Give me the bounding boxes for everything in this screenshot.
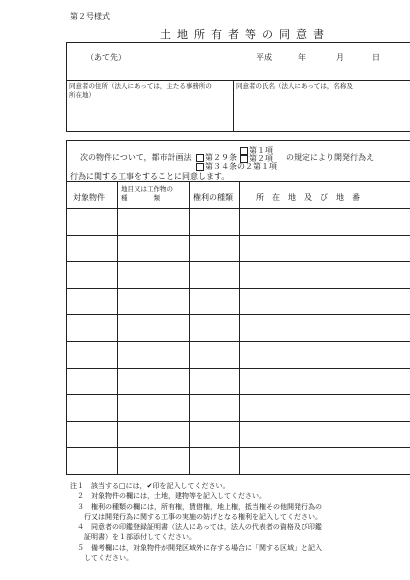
notes-block [70, 481, 322, 563]
art34-checkbox[interactable] [196, 163, 204, 171]
statement-line2: 行為に関する工事をすることに同意します。 [70, 172, 230, 181]
address-label-block [69, 82, 212, 100]
note-line: ２ 対象物件の欄には，土地，建物等を記入してください。 [70, 492, 266, 501]
consenter-vdivider [233, 80, 234, 132]
note-line: ５ 備考欄には，対象物件が開発区域外に存する場合に「関する区域」と記入 [70, 543, 322, 552]
name-note: （法人にあっては，名称及 [275, 82, 353, 90]
date-year: 年 [298, 53, 306, 62]
table-column-line [239, 181, 240, 475]
name-label: 同意者の氏名 [236, 82, 275, 90]
note-line: 証明書）を１部添付してください。 [70, 533, 196, 542]
header-land-category: 地目又は工作物の 種 類 [121, 185, 173, 202]
para1-option: 第１項 [240, 145, 273, 156]
page-title: 土地所有者等の同意書 [160, 28, 330, 41]
note-line: ３ 権利の種類の欄には，所有権，賃借権，地上権，抵当権その他開発行為の [70, 502, 322, 511]
date-day: 日 [372, 53, 380, 62]
statement-prefix: 次の物件について，都市計画法 [80, 153, 192, 162]
note-line: 注１ 該当する□には，✔印を記入してください。 [70, 482, 230, 490]
note-line: してください。 [70, 554, 133, 563]
header-right-type: 権利の種類 [193, 193, 233, 202]
consenter-divider [66, 80, 410, 81]
date-month: 月 [336, 53, 344, 62]
note-line: 行又は開発行為に関する工事の実施の妨げとなる権利を記入してください。 [70, 512, 322, 521]
header-location: 所 在 地 及 び 地 番 [256, 193, 360, 202]
address-label: 同意者の住所 [69, 82, 108, 90]
table-column-line [117, 181, 118, 475]
header-object: 対象物件 [73, 193, 105, 202]
note-line: ４ 同意者の印鑑登録証明書（法人にあっては，法人の代表者の資格及び印鑑 [70, 523, 322, 532]
date-era: 平成 [256, 53, 272, 62]
para2-option: 第２項 [240, 153, 273, 164]
art34-option: 第３４条の２第１項 [196, 161, 277, 172]
address-note-2: 所在地） [69, 91, 95, 99]
table-column-line [189, 181, 190, 475]
art29-option: 第２９条 [196, 152, 237, 163]
address-note: （法人にあっては，主たる事務所の [108, 82, 212, 90]
statement-suffix: の規定により開発行為え [286, 153, 374, 162]
name-label-block [236, 82, 353, 91]
addressee-label: （あて先） [86, 53, 126, 62]
form-number: 第２号様式 [70, 12, 110, 21]
